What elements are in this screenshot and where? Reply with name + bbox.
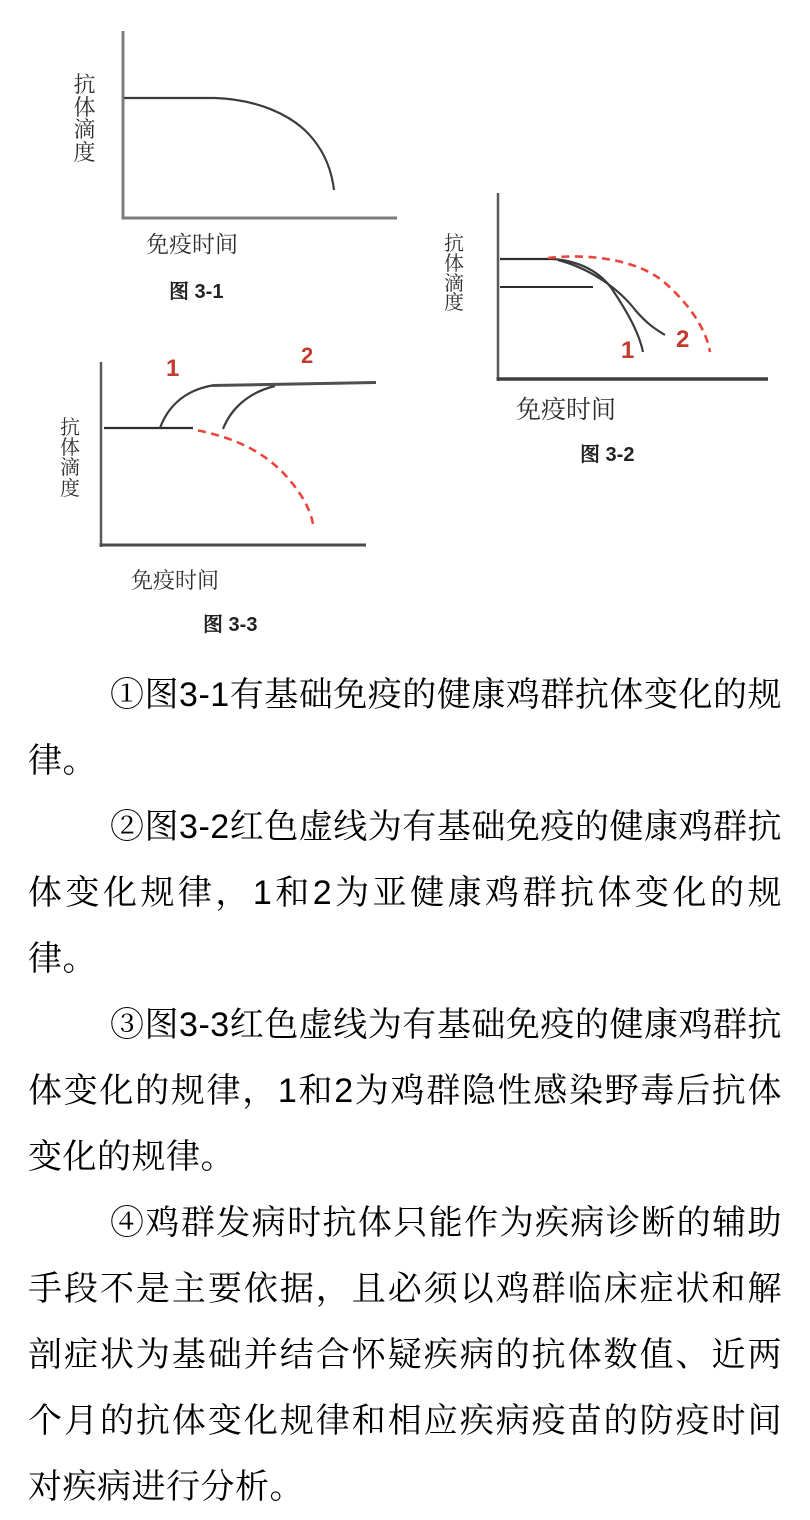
- curve-label-2: 2: [676, 326, 690, 353]
- figure-3-3-x-axis-label: 免疫时间: [131, 568, 220, 593]
- figure-3-2-x-axis-label: 免疫时间: [516, 396, 617, 424]
- figure-3-1: [60, 20, 420, 310]
- figure-3-3-caption: 图 3-3: [203, 614, 258, 636]
- antibody-curve: [124, 98, 334, 190]
- curve-2: [223, 386, 275, 429]
- curve-label-2: 2: [301, 343, 314, 368]
- figure-3-3-y-axis-label: 抗体滴度: [60, 417, 80, 500]
- curve-2: [558, 260, 665, 335]
- figure-3-1-x-axis-label: 免疫时间: [146, 231, 238, 257]
- curve-label-1: 1: [166, 355, 180, 382]
- figure-3-2: [440, 180, 810, 400]
- figure-3-2-plot: [440, 180, 810, 400]
- body-text: [0, 662, 810, 1520]
- curve-1: [160, 386, 212, 429]
- curve-label-1: 1: [621, 337, 635, 364]
- red-dashed-curve: [198, 431, 313, 525]
- figure-3-2-y-axis-label: 抗体滴度: [444, 233, 464, 315]
- figure-3-1-caption: 图 3-1: [169, 281, 224, 303]
- paragraph-2: ②图3-2红色虚线为有基础免疫的健康鸡群抗体变化规律，1和2为亚健康鸡群抗体变化的规律。: [28, 808, 782, 978]
- figure-3-2-caption: 图 3-2: [580, 444, 635, 466]
- figure-3-1-y-axis-label: 抗体滴度: [73, 72, 96, 165]
- figure-3-3-plot: [60, 330, 400, 575]
- paragraph-4: ④鸡群发病时抗体只能作为疾病诊断的辅助手段不是主要依据，且必须以鸡群临床症状和解剖症状为基础并结合怀疑疾病的抗体数值、近两个月的抗体变化规律和相应疾病疫苗的防疫时间对疾病进行分析。: [28, 1204, 782, 1506]
- figure-3-3: [60, 330, 400, 575]
- paragraph-3: ③图3-3红色虚线为有基础免疫的健康鸡群抗体变化的规律，1和2为鸡群隐性感染野毒后抗体变化的规律。: [28, 1006, 782, 1176]
- figure-3-1-plot: [60, 20, 420, 310]
- paragraph-1: ①图3-1有基础免疫的健康鸡群抗体变化的规律。: [28, 676, 782, 780]
- plateau-line: [212, 383, 376, 386]
